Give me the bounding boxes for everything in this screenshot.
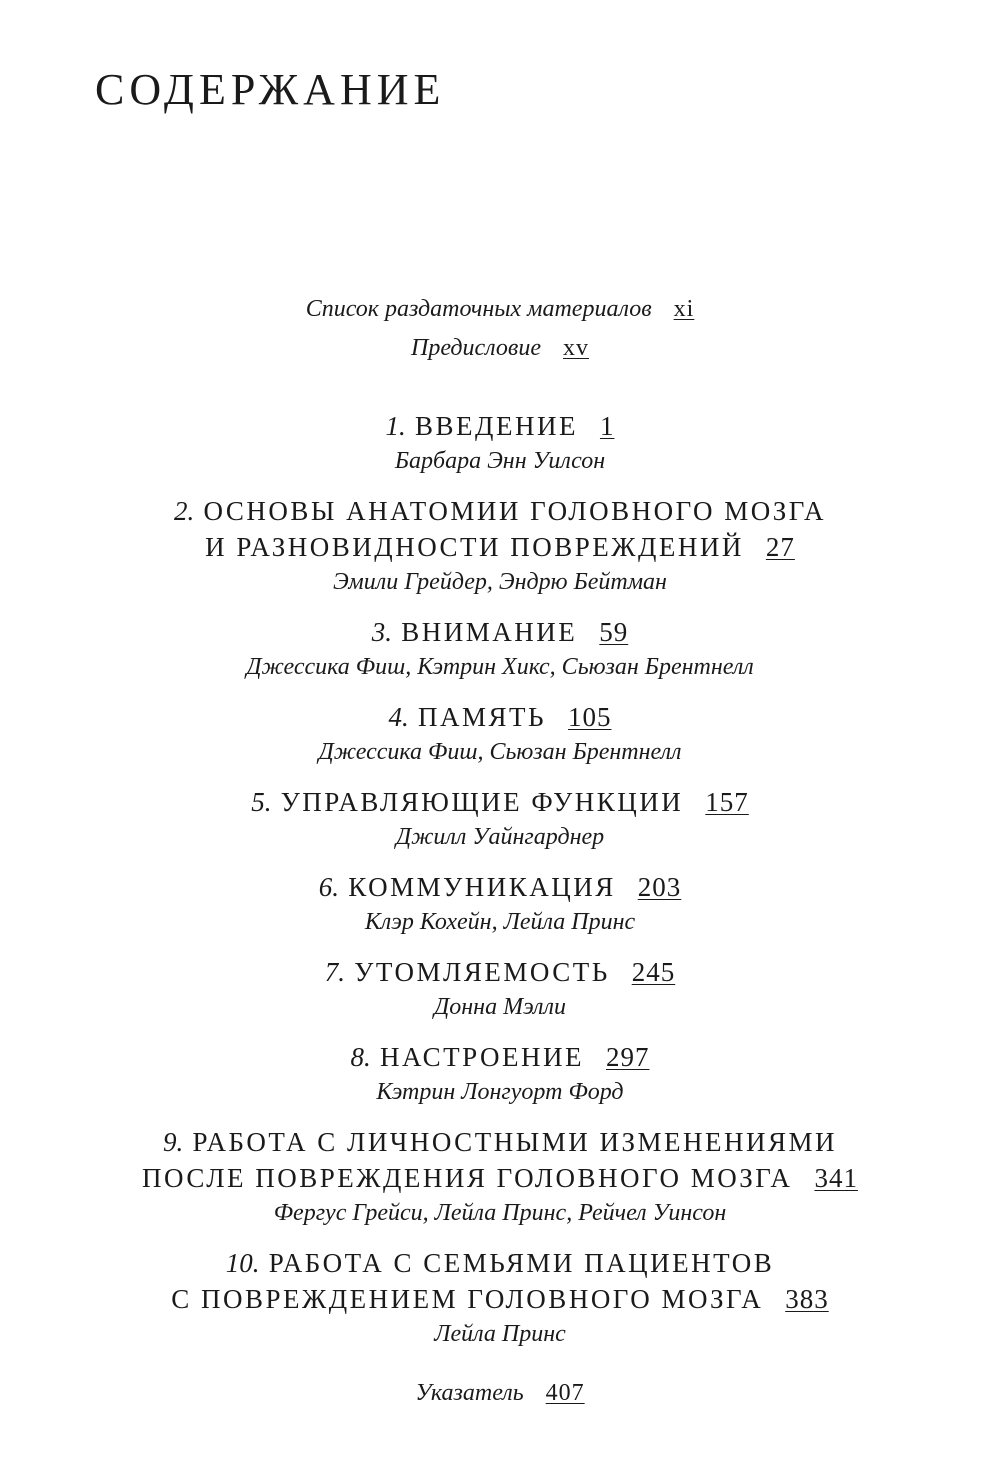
toc-page-number[interactable]: 383 [785,1284,829,1314]
chapter-number: 3. [371,617,392,647]
toc-page-number[interactable]: 341 [814,1163,858,1193]
chapter-title: 2. ОСНОВЫ АНАТОМИИ ГОЛОВНОГО МОЗГА [174,496,826,526]
chapter-number: 2. [174,496,195,526]
toc-page-number[interactable]: xi [673,296,695,322]
chapter-number: 7. [324,957,346,987]
chapter-authors: Джилл Уайнгарднер [395,824,605,850]
chapter-number: 9. [162,1127,184,1157]
chapter-title: 1. ВВЕДЕНИЕ 1 [385,411,615,441]
toc-page-number[interactable]: 297 [605,1042,650,1072]
chapter-entry-7[interactable] [0,954,1000,1024]
toc-page-number[interactable]: 105 [568,702,612,732]
chapter-title: 9. РАБОТА С ЛИЧНОСТНЫМИ ИЗМЕНЕНИЯМИ [162,1127,838,1157]
chapter-entry-6[interactable] [0,869,1000,939]
front-matter [0,290,1000,368]
toc-page-number[interactable]: 59 [599,617,629,647]
chapter-title: 5. УПРАВЛЯЮЩИЕ ФУНКЦИИ 157 [251,787,749,817]
chapter-authors: Кэтрин Лонгуорт Форд [376,1079,624,1105]
chapter-title-continued: ПОСЛЕ ПОВРЕЖДЕНИЯ ГОЛОВНОГО МОЗГА 341 [142,1163,858,1193]
toc-page-number[interactable]: 157 [705,787,749,817]
chapter-title: 3. ВНИМАНИЕ 59 [371,617,629,647]
toc-entry-label: Список раздаточных материалов [305,296,652,322]
chapter-entry-4[interactable] [0,699,1000,769]
chapter-authors: Эмили Грейдер, Эндрю Бейтман [333,569,667,595]
page-title: СОДЕРЖАНИЕ [95,65,446,114]
toc-entry-handouts[interactable] [0,290,1000,329]
chapter-entry-5[interactable] [0,784,1000,854]
chapter-entry-3[interactable] [0,614,1000,684]
toc-entry-preface[interactable] [0,329,1000,368]
table-of-contents [0,290,1000,1411]
chapter-title: 10. РАБОТА С СЕМЬЯМИ ПАЦИЕНТОВ [225,1248,775,1278]
chapter-entry-2[interactable] [0,493,1000,599]
chapter-authors: Джессика Фиш, Кэтрин Хикс, Сьюзан Брентнелл [246,654,754,680]
toc-page-number[interactable]: 245 [631,957,676,987]
toc-entry-index[interactable] [0,1375,1000,1411]
chapter-authors: Лейла Принс [434,1321,566,1347]
chapter-title-continued: С ПОВРЕЖДЕНИЕМ ГОЛОВНОГО МОЗГА 383 [171,1284,829,1314]
chapter-number: 10. [225,1248,260,1278]
chapter-authors: Донна Мэлли [434,994,566,1020]
chapter-number: 5. [251,787,272,817]
chapter-authors: Клэр Кохейн, Лейла Принс [364,909,636,935]
chapter-title: 8. НАСТРОЕНИЕ 297 [350,1042,650,1072]
toc-page-number[interactable]: 1 [599,411,615,441]
chapter-authors: Фергус Грейси, Лейла Принс, Рейчел Уинсон [273,1200,727,1226]
toc-entry-label: Предисловие [410,335,541,361]
chapter-title: 7. УТОМЛЯЕМОСТЬ 245 [324,957,676,987]
chapter-number: 4. [388,702,409,732]
toc-page-number[interactable]: 203 [637,872,682,902]
chapter-entry-9[interactable] [0,1124,1000,1230]
toc-page-number[interactable]: 407 [545,1380,585,1406]
chapter-title-continued: И РАЗНОВИДНОСТИ ПОВРЕЖДЕНИЙ 27 [205,532,795,562]
toc-page-number[interactable]: xv [563,335,589,361]
chapter-authors: Барбара Энн Уилсон [394,448,606,474]
chapter-entry-8[interactable] [0,1039,1000,1109]
chapter-number: 1. [385,411,406,441]
chapter-number: 8. [350,1042,371,1072]
toc-page-number[interactable]: 27 [765,532,795,562]
chapter-title: 6. КОММУНИКАЦИЯ 203 [318,872,682,902]
chapter-number: 6. [318,872,339,902]
chapter-entry-1[interactable] [0,408,1000,478]
toc-entry-label: Указатель [415,1380,524,1406]
chapter-list [0,408,1000,1351]
chapter-title: 4. ПАМЯТЬ 105 [388,702,612,732]
chapter-authors: Джессика Фиш, Сьюзан Брентнелл [318,739,682,765]
chapter-entry-10[interactable] [0,1245,1000,1351]
